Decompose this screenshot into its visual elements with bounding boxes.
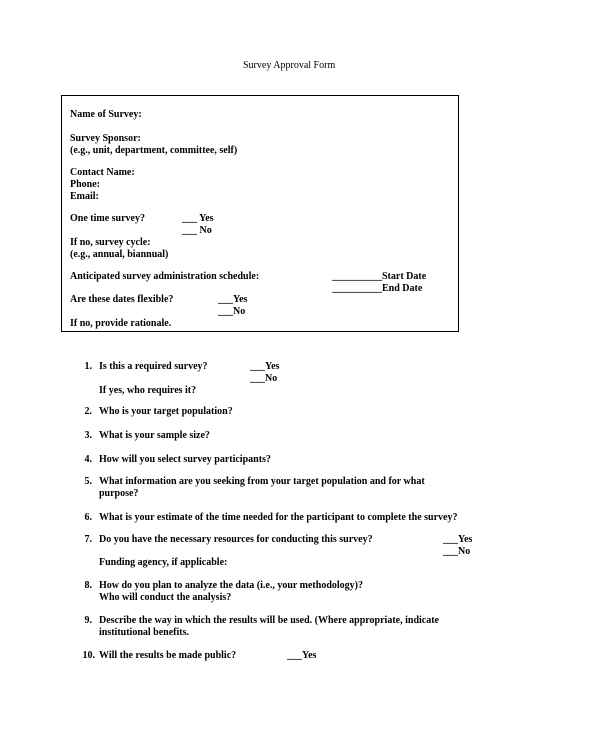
rationale-label: If no, provide rationale. (70, 318, 172, 329)
question-text: What is your estimate of the time needed for the participant to complete the survey? (99, 512, 458, 523)
question-sub: Funding agency, if applicable: (99, 557, 228, 568)
question-number: 3. (84, 430, 92, 441)
question-text: What information are you seeking from your target population and for what (99, 476, 425, 487)
question-text: Is this a required survey? (99, 361, 208, 372)
dates-flexible-label: Are these dates flexible? (70, 294, 174, 305)
question-number: 10. (82, 650, 95, 661)
question-yes: ___Yes (250, 361, 280, 372)
email-label: Email: (70, 191, 99, 202)
phone-label: Phone: (70, 179, 100, 190)
question-text-line2: Who will conduct the analysis? (99, 592, 232, 603)
question-text: Do you have the necessary resources for conducting this survey? (99, 534, 373, 545)
survey-cycle-hint: (e.g., annual, biannual) (70, 249, 169, 260)
question-number: 6. (84, 512, 92, 523)
one-time-no: ___ No (182, 225, 212, 236)
question-text: Who is your target population? (99, 406, 233, 417)
question-yes: ___Yes (443, 534, 473, 545)
one-time-survey-label: One time survey? (70, 213, 145, 224)
question-no: ___No (250, 373, 278, 384)
question-number: 1. (84, 361, 92, 372)
sponsor-hint: (e.g., unit, department, committee, self) (70, 145, 238, 156)
name-of-survey-label: Name of Survey: (70, 109, 142, 120)
end-date-field: __________End Date (332, 283, 423, 294)
question-text-line2: institutional benefits. (99, 627, 190, 638)
question-text: Will the results be made public? (99, 650, 237, 661)
contact-name-label: Contact Name: (70, 167, 135, 178)
question-sub: If yes, who requires it? (99, 385, 197, 396)
question-number: 4. (84, 454, 92, 465)
flexible-yes: ___Yes (218, 294, 248, 305)
question-no: ___No (443, 546, 471, 557)
survey-cycle-label: If no, survey cycle: (70, 237, 151, 248)
question-number: 7. (84, 534, 92, 545)
question-number: 5. (84, 476, 92, 487)
flexible-no: ___No (218, 306, 246, 317)
question-text-line2: purpose? (99, 488, 139, 499)
question-text: How do you plan to analyze the data (i.e., your methodology)? (99, 580, 363, 591)
form-title: Survey Approval Form (243, 60, 336, 71)
question-number: 8. (84, 580, 92, 591)
question-text: Describe the way in which the results will be used. (Where appropriate, indicate (99, 615, 439, 626)
schedule-label: Anticipated survey administration schedule: (70, 271, 260, 282)
question-number: 9. (84, 615, 92, 626)
one-time-yes: ___ Yes (182, 213, 214, 224)
sponsor-label: Survey Sponsor: (70, 133, 141, 144)
start-date-field: __________Start Date (332, 271, 427, 282)
question-number: 2. (84, 406, 92, 417)
question-text: What is your sample size? (99, 430, 210, 441)
question-text: How will you select survey participants? (99, 454, 271, 465)
question-yes: ___Yes (287, 650, 317, 661)
